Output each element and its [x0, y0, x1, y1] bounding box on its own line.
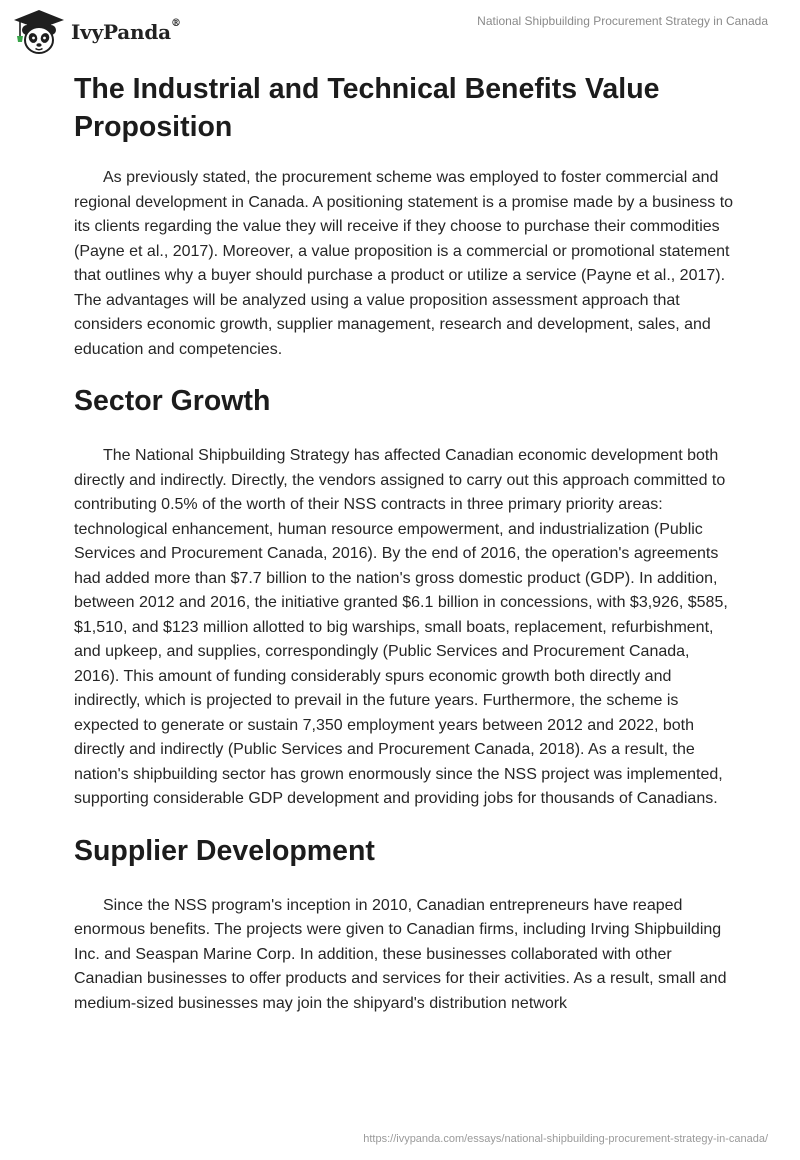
section-sector-growth: [74, 382, 734, 812]
source-url-link[interactable]: https://ivypanda.com/essays/national-shipbuilding-procurement-strategy-in-canada/: [363, 1133, 768, 1145]
section-paragraph: As previously stated, the procurement scheme was employed to foster commercial and regional development in Canada. A positioning statement is a promise made by a business to its clients regarding the value they will receive if they choose to purchase their commodities (Payne et al., 2017). Moreover, a value proposition is a commercial or promotional statement that outlines why a buyer should purchase a product or utilize a service (Payne et al., 2017). The advantages will be analyzed using a value proposition assessment approach that considers economic growth, supplier management, research and development, sales, and education and competencies.: [74, 169, 734, 358]
panda-graduate-icon: [12, 8, 66, 56]
section-value-proposition: [74, 70, 734, 362]
section-paragraph: The National Shipbuilding Strategy has affected Canadian economic development both directly and indirectly. Directly, the vendors assigned to carry out this approach committed to contributing 0.5% of the worth of their NSS contracts in three primary priority areas: technological enhancement, human resource empowerment, and industrialization (Public Services and Procurement Canada, 2016). By the end of 2016, the operation's agreements had added more than $7.7 billion to the nation's gross domestic product (GDP). In addition, between 2012 and 2016, the initiative granted $6.1 billion in concessions, with $3,926, $585, $1,510, and $123 million allotted to big warships, small boats, replacement, refurbishment, and upkeep, and supplies, correspondingly (Public Services and Procurement Canada, 2016). This amount of funding considerably spurs economic growth both directly and indirectly, which is projected to prevail in the future years. Furthermore, the scheme is expected to generate or sustain 7,350 employment years between 2012 and 2022, both directly and indirectly (Public Services and Procurement Canada, 2018). As a result, the nation's shipbuilding sector has grown enormously since the NSS project was implemented, supporting considerable GDP development and providing jobs for thousands of Canadians.: [74, 447, 728, 807]
essay-body: [74, 70, 734, 1036]
section-heading: Supplier Development: [74, 834, 375, 867]
brand-name: IvyPanda®: [71, 18, 181, 44]
document-title: National Shipbuilding Procurement Strategy in Canada: [477, 14, 768, 28]
section-heading: The Industrial and Technical Benefits Value Proposition: [74, 73, 660, 143]
registered-mark: ®: [170, 18, 181, 29]
section-supplier-development: [74, 832, 734, 1017]
brand-logo[interactable]: [12, 8, 181, 56]
section-paragraph: Since the NSS program's inception in 2010, Canadian entrepreneurs have reaped enormous benefits. The projects were given to Canadian firms, including Irving Shipbuilding Inc. and Seaspan Marine Corp. In addition, these businesses collaborated with other Canadian businesses to offer products and services for their activities. As a result, small and medium-sized businesses may join the shipyard's distribution network: [74, 896, 727, 1012]
section-heading: Sector Growth: [74, 385, 271, 417]
page-header: [0, 0, 800, 66]
